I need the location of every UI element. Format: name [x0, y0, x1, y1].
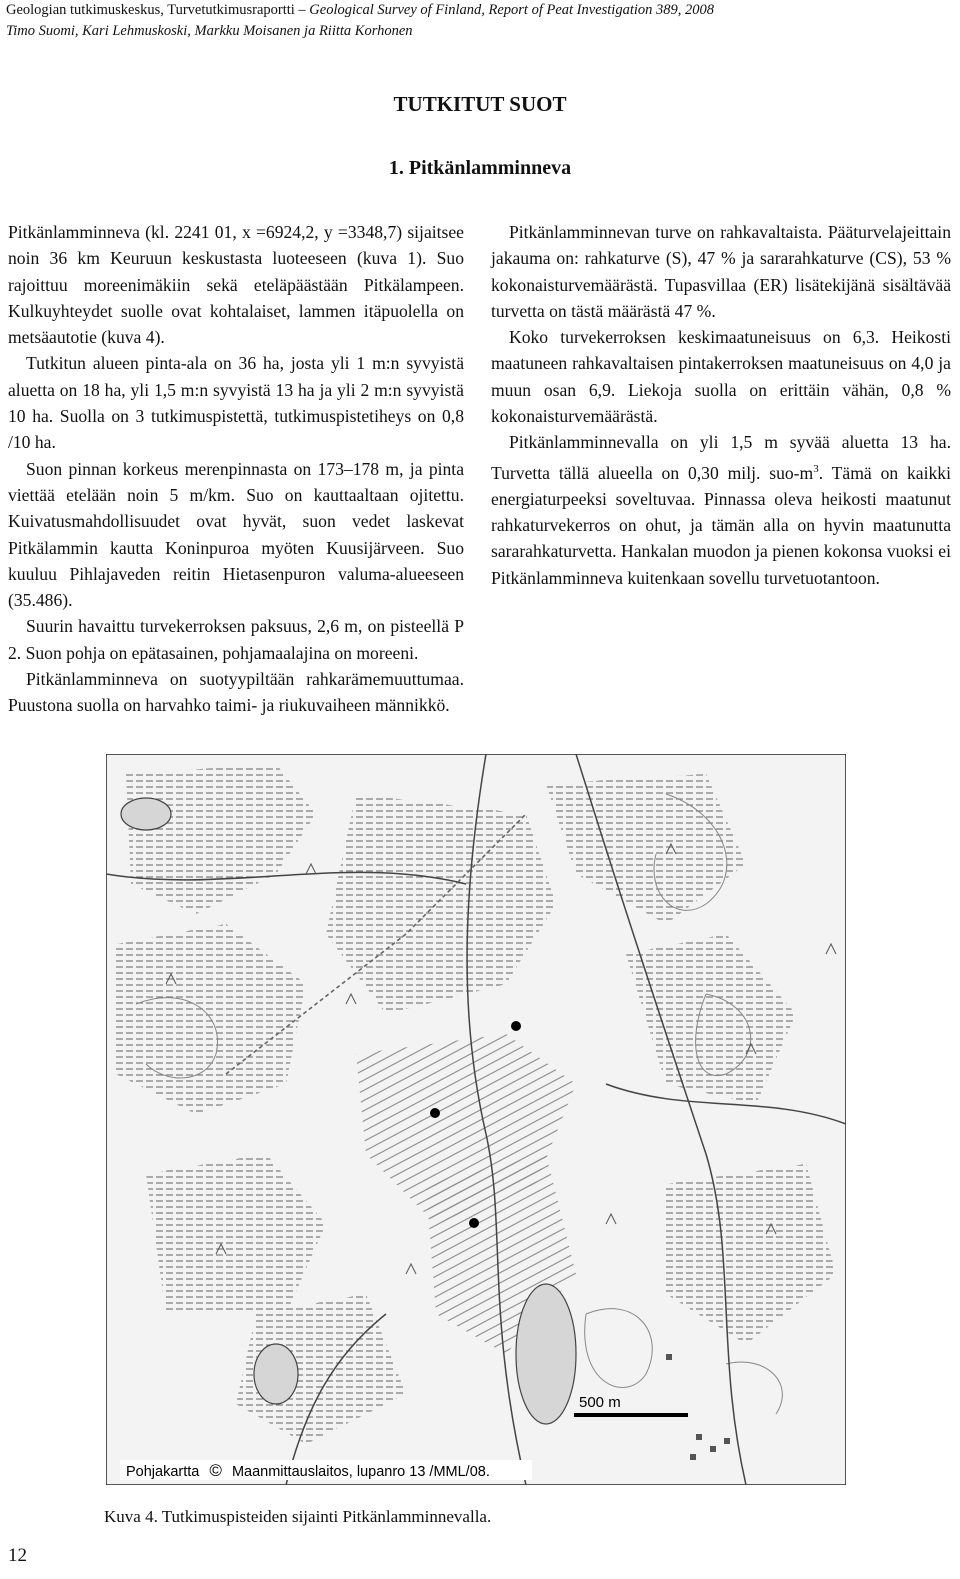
- map-credit: [120, 1460, 532, 1480]
- paragraph-text: . Tämä on kaikki energiaturpeeksi soveltuvaa. Pinnassa oleva heikosti maatunut rahkaturvekerros on ohut, ja tämän alla on hyvin maatunutta sararahkaturvetta. Hankalan muodon ja pienen kokonsa vuoksi ei Pitkänlamminneva kuitenkaan sovellu turvetuotantoon.: [491, 462, 951, 588]
- paragraph: Tutkitun alueen pinta-ala on 36 ha, josta yli 1 m:n syvyistä aluetta on 18 ha, yli 1,5 m:n syvyistä 13 ha ja yli 2 m:n syvyistä 10 ha. Suolla on 3 tutkimuspistettä, tutkimuspistetiheys on 0,8 /10 ha.: [8, 353, 464, 453]
- header-line-1: [6, 0, 714, 21]
- page-number: 12: [8, 1545, 27, 1566]
- study-point: [430, 1108, 440, 1118]
- study-site-map: [106, 754, 846, 1485]
- lake-mustalampi: [254, 1344, 298, 1404]
- credit-prefix: Pohjakartta: [126, 1464, 200, 1480]
- paragraph: Pitkänlamminnevan turve on rahkavaltaista. Pääturvelajeittain jakauma on: rahkaturve (S), 47 % ja sararahkaturve (CS), 53 % kokonaisturvemäärästä. Tupasvillaa (ER) lisätekijänä sisältävää turvetta on tästä määrästä 47 %.: [491, 222, 951, 321]
- section-title: 1. Pitkänlamminneva: [388, 157, 572, 179]
- figure-caption: Kuva 4. Tutkimuspisteiden sijainti Pitkänlamminnevalla.: [104, 1507, 492, 1526]
- header-publisher: Geologian tutkimuskeskus, Turvetutkimusraportti –: [6, 2, 310, 18]
- copyright-symbol: ©: [209, 1461, 222, 1480]
- study-point: [469, 1218, 479, 1228]
- scale-label: 500 m: [579, 1394, 621, 1411]
- paragraph: Pitkänlamminneva on suotyypiltään rahkarämemuuttumaa. Puustona suolla on harvahko taimi- ja riukuvaiheen männikkö.: [8, 669, 464, 716]
- paragraph: Pitkänlamminneva (kl. 2241 01, x =6924,2, y =3348,7) sijaitsee noin 36 km Keuruun keskustasta luoteeseen (kuva 1). Suo rajoittuu moreenimäkiin sekä eteläpäästään Pitkälampeen. Kulkuyhteydet suolle ovat kohtalaiset, lammen itäpuolella on metsäautotie (kuva 4).: [8, 222, 464, 348]
- credit-text: Maanmittauslaitos, lupanro 13 /MML/08.: [231, 1464, 490, 1480]
- study-point: [511, 1021, 521, 1031]
- lake-pitkalampi: [516, 1284, 576, 1424]
- running-header: [6, 0, 714, 42]
- paragraph: Suurin havaittu turvekerroksen paksuus, 2,6 m, on pisteellä P 2. Suon pohja on epätasainen, pohjamaalajina on moreeni.: [8, 616, 464, 663]
- svg-text:Pohjakartta © Maan: [126, 1461, 490, 1480]
- header-authors: Timo Suomi, Kari Lehmuskoski, Markku Moisanen ja Riitta Korhonen: [6, 23, 413, 39]
- superscript: 3: [813, 462, 819, 475]
- right-text-column: [491, 219, 951, 591]
- paragraph: Koko turvekerroksen keskimaatuneisuus on 6,3. Heikosti maatuneen rahkavaltaisen pintakerroksen maatuneisuus on 4,0 ja muun osan 6,9. Liekoja suolla on erittäin vähän, 0,8 % kokonaisturvemäärästä.: [491, 327, 951, 427]
- lake-pitkanlampi: [121, 798, 171, 830]
- page-title: TUTKITUT SUOT: [393, 92, 567, 116]
- paragraph-text: Pitkänlamminnevalla on yli 1,5 m syvää aluetta 13 ha. Turvetta tällä alueella on 0,30 milj. suo-m: [491, 432, 951, 483]
- paragraph: Suon pinnan korkeus merenpinnasta on 173–178 m, ja pinta viettää etelään noin 5 m/km. Suo on kauttaaltaan ojitettu. Kuivatusmahdollisuudet ovat hyvät, suon vedet laskevat Pitkälammin kautta Koninpuroa myöten Kuusijärveen. Suo kuuluu Pihlajaveden reitin Hietasenpuron valuma-alueeseen (35.486).: [8, 458, 464, 611]
- left-text-column: [8, 219, 464, 719]
- paragraph: [491, 429, 951, 591]
- header-series: Geological Survey of Finland, Report of Peat Investigation 389, 2008: [309, 2, 715, 18]
